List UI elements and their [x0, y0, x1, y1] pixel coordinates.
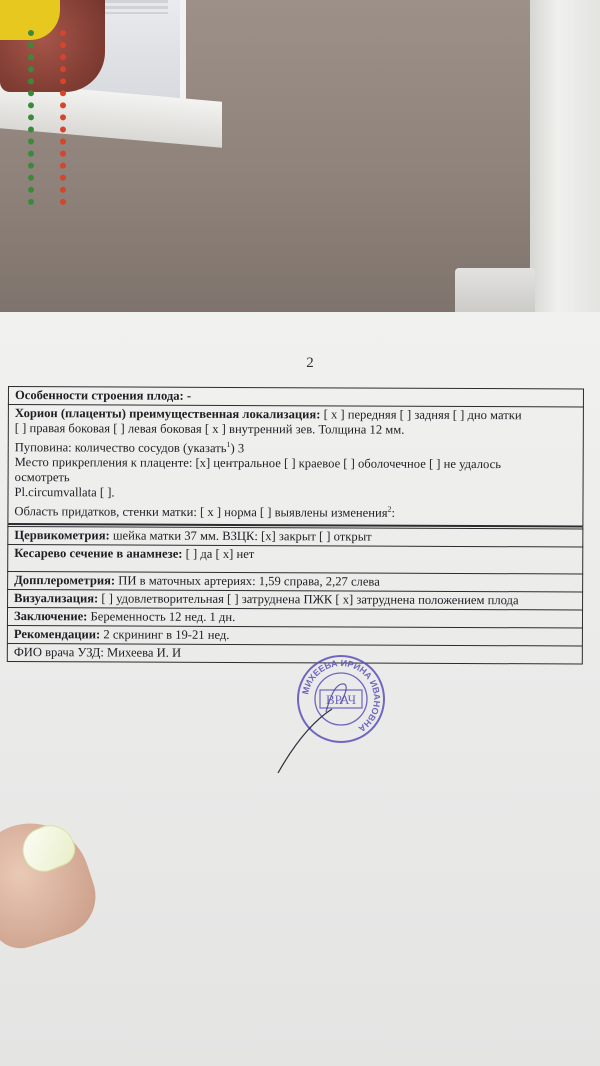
fetal-features-value: -	[186, 388, 192, 403]
radiator	[455, 268, 535, 318]
adnexa-text: Область придатков, стенки матки: [ x ] норма [ ] выявлены изменения	[14, 504, 388, 521]
signature-stroke	[274, 707, 334, 775]
chorion-label: Хорион (плаценты) преимущественная локализация:	[14, 406, 321, 422]
cesarean-value: [ ] да [ x] нет	[185, 547, 255, 562]
cesarean-row	[7, 544, 583, 574]
visualization-label: Визуализация:	[14, 591, 99, 606]
cord-footnote: 1	[226, 439, 231, 449]
chorion-line-2: [ ] правая боковая [ ] левая боковая [ x ] внутренний зев. Толщина 12 мм.	[14, 421, 405, 437]
bead-string	[28, 30, 66, 205]
cord-value: ) 3	[230, 441, 245, 456]
conclusion-label: Заключение:	[13, 609, 88, 624]
cervicometry-value: шейка матки 37 мм. ВЗЦК: [x] закрыт [ ] открыт	[112, 528, 372, 544]
stamp-center-text: ВРАЧ	[325, 692, 357, 707]
doctor-name: ФИО врача УЗД: Михеева И. И	[13, 645, 182, 661]
stamp-ring-text: МИХЕЕВА ИРИНА ИВАНОВНА	[300, 657, 383, 735]
adnexa-footnote: 2	[387, 504, 392, 514]
doppler-label: Допплерометрия:	[14, 573, 116, 588]
pl-circumvallata: Pl.circumvallata [ ].	[14, 485, 115, 500]
fetal-features-label: Особенности строения плода:	[14, 388, 184, 403]
adnexa-line	[14, 500, 576, 522]
cord-line	[15, 436, 577, 458]
visualization-value: [ ] удовлетворительная [ ] затруднена ПЖК [ x] затруднена положением плода	[101, 591, 519, 608]
cesarean-label: Кесарево сечение в анамнезе:	[14, 546, 183, 562]
attachment-line-2: осмотреть	[14, 470, 70, 485]
page-number: 2	[306, 355, 314, 371]
placenta-section	[7, 404, 584, 529]
ultrasound-form	[7, 386, 584, 665]
conclusion-value: Беременность 12 нед. 1 дн.	[90, 609, 236, 625]
adnexa-end: :	[391, 506, 396, 521]
doctor-row	[7, 643, 583, 665]
cervicometry-label: Цервикометрия:	[14, 528, 110, 543]
attachment-line: Место прикрепления к плаценте: [x] центральное [ ] краевое [ ] оболочечное [ ] не удалось	[14, 455, 502, 472]
doppler-value: ПИ в маточных артериях: 1,59 справа, 2,27 слева	[118, 573, 380, 589]
cord-text: Пуповина: количество сосудов (указать	[14, 440, 227, 456]
chorion-options: [ x ] передняя [ ] задняя [ ] дно матки	[323, 407, 522, 423]
recommendations-label: Рекомендации:	[13, 627, 101, 642]
curtain	[530, 0, 600, 330]
recommendations-value: 2 скрининг в 19-21 нед.	[103, 627, 230, 643]
